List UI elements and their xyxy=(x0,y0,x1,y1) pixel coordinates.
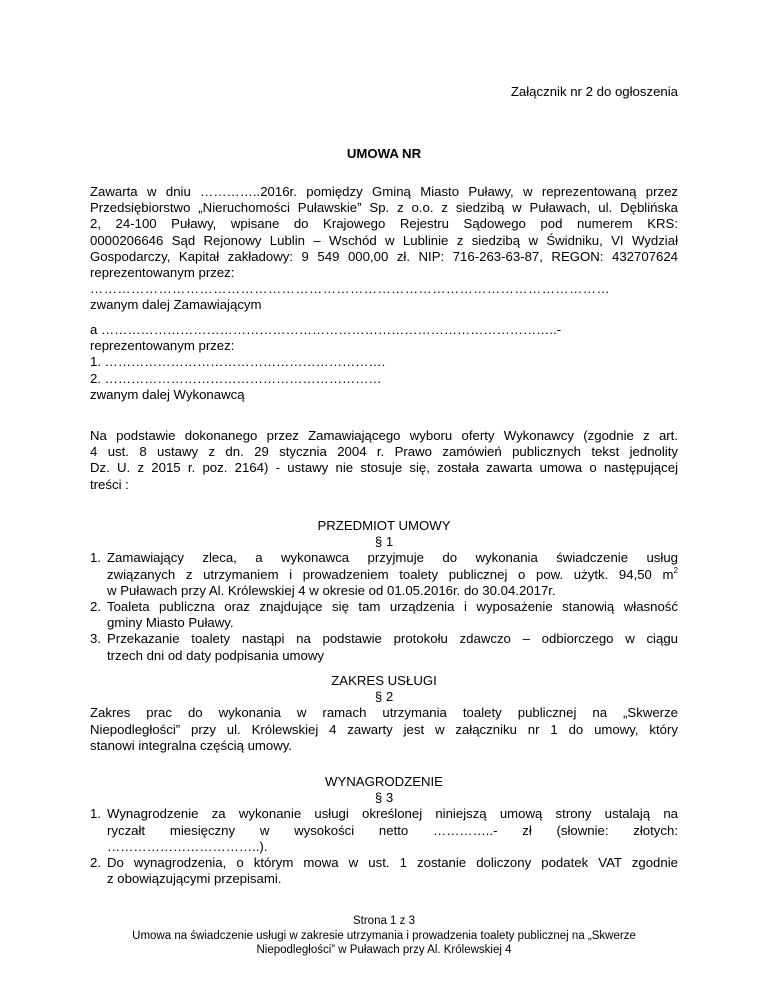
list-item-line: trzech dni od daty podpisania umowy xyxy=(107,647,324,663)
intro-represented: reprezentowanym przez: xyxy=(90,265,235,281)
document-page xyxy=(90,0,678,994)
list-item-line: ryczałt miesięczny w wysokości netto …………..- zł (słownie: złotych: xyxy=(107,822,678,838)
list-item-line: gminy Miasto Puławy. xyxy=(107,615,234,631)
list-item-line: z obowiązującymi przepisami. xyxy=(107,871,282,887)
scope-line: Zakres prac do wykonania w ramach utrzymania toalety publicznej na „Skwerze xyxy=(90,705,678,721)
section-heading: WYNAGRODZENIE xyxy=(325,774,443,789)
basis-line: Dz. U. z 2015 r. poz. 2164) - ustawy nie stosuje się, została zawarta umowa o następującej xyxy=(90,460,678,476)
intro-line: Gospodarczy, Kapitał zakładowy: 9 549 000,00 zł. NIP: 716-263-63-87, REGON: 432707624 xyxy=(90,248,678,264)
list-item xyxy=(90,806,678,855)
scope-line: Niepodległości” przy ul. Królewskiej 4 zawarty jest w załączniku nr 1 do umowy, który xyxy=(90,721,678,737)
contract-title: UMOWA NR xyxy=(346,146,422,161)
list-item-line: ……………………………..). xyxy=(107,838,268,854)
intro-paragraph xyxy=(90,184,678,314)
basis-line: 4 ust. 8 ustawy z dn. 29 stycznia 2004 r. Prawo zamówień publicznych tekst jednolity xyxy=(90,444,678,460)
basis-paragraph xyxy=(90,428,678,493)
intro-line: Zawarta w dniu …………..2016r. pomiędzy Gminą Miasto Puławy, w reprezentowaną przez xyxy=(90,184,678,199)
section-remuneration xyxy=(90,774,678,887)
list-item-number: 3. xyxy=(90,631,101,647)
list-item-number: 2. xyxy=(90,855,101,871)
basis-line: Na podstawie dokonanego przez Zamawiającego wyboru oferty Wykonawcy (zgodnie z art. xyxy=(90,428,678,443)
list-item-number: 2. xyxy=(90,599,101,615)
section-subject xyxy=(90,518,678,664)
paragraph-number: § 3 xyxy=(374,790,394,806)
list-item-line: w Puławach przy Al. Królewskiej 4 w okresie od 01.05.2016r. do 30.04.2017r. xyxy=(107,582,556,598)
list-item-line: Wynagrodzenie za wykonanie usługi określonej niniejszą umową strony ustalają na xyxy=(107,806,678,822)
list-item-line: związanych z utrzymaniem i prowadzeniem toalety publicznej o pow. użytk. 94,50 $m^2$ xyxy=(107,565,678,582)
paragraph-number: § 2 xyxy=(374,689,394,705)
page-number: Strona 1 z 3 xyxy=(352,915,415,927)
contractor-block xyxy=(90,322,678,403)
footer-line: Niepodległości” w Puławach przy Al. Królewskiej 4 xyxy=(256,944,512,956)
intro-called: zwanym dalej Zamawiającym xyxy=(90,297,262,313)
section-scope xyxy=(90,673,678,754)
contractor-line: a …………………………………………………………………………………………..- xyxy=(90,322,562,337)
intro-line: 2, 24-100 Puławy, wpisane do Krajowego Rejestru Sądowego pod numerem KRS: xyxy=(90,216,678,232)
section-heading: PRZEDMIOT UMOWY xyxy=(317,518,451,533)
page-footer xyxy=(0,914,768,958)
list-item-number: 1. xyxy=(90,550,101,566)
scope-last-line: stanowi integralna częścią umowy. xyxy=(90,737,293,753)
list-item-line: Zamawiający zleca, a wykonawca przyjmuje do wykonania świadczenie usług xyxy=(107,550,678,566)
superscript: 2 xyxy=(673,565,678,575)
basis-last-line: treści : xyxy=(90,476,129,492)
intro-line: 0000206646 Sąd Rejonowy Lublin – Wschód w Lublinie z siedzibą w Świdniku, VI Wydział xyxy=(90,232,678,248)
list-item xyxy=(90,599,678,631)
list-item-number: 1. xyxy=(90,806,101,822)
subject-list xyxy=(90,550,678,663)
list-item xyxy=(90,631,678,663)
paragraph-number: § 1 xyxy=(374,534,394,550)
list-item-line: Przekazanie toalety nastąpi na podstawie protokołu zdawczo – odbiorczego w ciągu xyxy=(107,631,678,647)
footer-line: Umowa na świadczenie usługi w zakresie utrzymania i prowadzenia toalety publicznej na „Skwerze xyxy=(132,929,636,942)
intro-dots: …………………………………………………………………………………………………… xyxy=(90,281,611,297)
contractor-called: zwanym dalej Wykonawcą xyxy=(90,386,245,402)
intro-line: Przedsiębiorstwo „Nieruchomości Puławskie” Sp. z o.o. z siedzibą w Puławach, ul. Dęblińska xyxy=(90,200,678,216)
contractor-rep-1: 1. ………………………………………………………. xyxy=(90,354,386,370)
contractor-rep-2: 2. ……………………………………………………… xyxy=(90,370,382,386)
contractor-represented: reprezentowanym przez: xyxy=(90,338,235,354)
annex-label: Załącznik nr 2 do ogłoszenia xyxy=(510,84,678,99)
list-item xyxy=(90,550,678,599)
section-heading: ZAKRES USŁUGI xyxy=(331,673,437,688)
remuneration-list xyxy=(90,806,678,887)
list-item xyxy=(90,855,678,887)
list-item-line: Toaleta publiczna oraz znajdujące się tam urządzenia i wyposażenie stanowią własność xyxy=(107,599,678,615)
list-item-line: Do wynagrodzenia, o którym mowa w ust. 1 zostanie doliczony podatek VAT zgodnie xyxy=(107,855,678,871)
